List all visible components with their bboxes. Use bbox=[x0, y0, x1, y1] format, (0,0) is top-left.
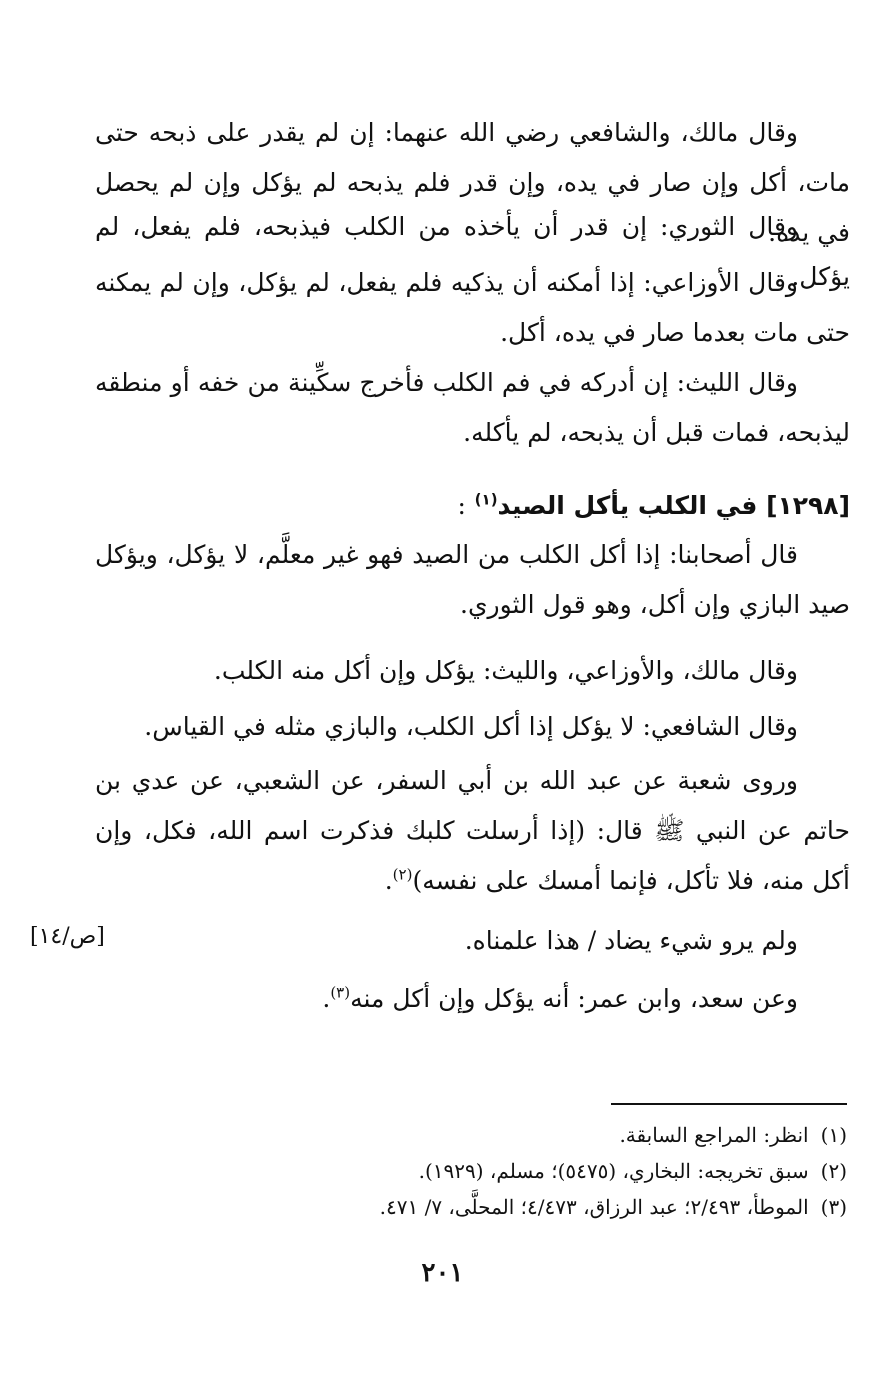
paragraph-malik-awzai-layth: وقال مالك، والأوزاعي، والليث: يؤكل وإن أكل منه الكلب. bbox=[213, 656, 798, 685]
paragraph-thawri: وقال الثوري: إن قدر أن يأخذه من الكلب فيذبحه، فلم يفعل، لم يؤكل. bbox=[95, 212, 850, 291]
footnote-ref-2: (٢) bbox=[392, 865, 413, 884]
paragraph-malik-shafii: وقال مالك، والشافعي رضي الله عنهما: إن لم يقدر على ذبحه حتى مات، أكل وإن صار في يده، وإن قدر فلم يذبحه لم يؤكل وإن لم يحصل في يده. bbox=[95, 118, 850, 247]
paragraph-layth: وقال الليث: إن أدركه في فم الكلب فأخرج سكِّينة من خفه أو منطقه ليذبحه، فمات قبل أن يذبحه، لم يأكله. bbox=[95, 368, 850, 447]
footnote-3 bbox=[47, 1190, 847, 1224]
footnote-2 bbox=[47, 1154, 847, 1188]
section-title: في الكلب يأكل الصيد bbox=[497, 491, 758, 520]
manuscript-page-marker: [ص/١٤] bbox=[30, 924, 105, 949]
page-number: ٢٠١ bbox=[421, 1258, 464, 1288]
footnote-number: (١) bbox=[820, 1123, 847, 1147]
hadith-text: وروى شعبة عن عبد الله بن أبي السفر، عن الشعبي، عن عدي بن حاتم عن النبي ﷺ قال: (إذا أرسلت كلبك فذكرت اسم الله، فكل، وإن أكل منه، فلا تأكل، فإنما أمسك على نفسه) bbox=[95, 766, 850, 895]
footnote-ref-3: (٣) bbox=[330, 983, 351, 1002]
section-number: [١٢٩٨] bbox=[766, 491, 850, 520]
heading-colon: : bbox=[457, 491, 466, 520]
footnote-number: (٢) bbox=[820, 1159, 847, 1183]
hadith-end-dot: . bbox=[384, 866, 393, 895]
paragraph-saad-ibn-umar bbox=[95, 974, 850, 1024]
paragraph-hadith bbox=[95, 756, 850, 906]
paragraph-no-contradiction: ولم يرو شيء يضاد / هذا علمناه. bbox=[464, 926, 798, 955]
paragraph-ashabuna: قال أصحابنا: إذا أكل الكلب من الصيد فهو غير معلَّم، لا يؤكل، ويؤكل صيد البازي وإن أكل، وهو قول الثوري. bbox=[95, 540, 850, 619]
footnote-text: الموطأ، ٢/٤٩٣؛ عبد الرزاق، ٤/٤٧٣؛ المحلَّى، ٧/ ٤٧١. bbox=[379, 1195, 809, 1219]
footnote-number: (٣) bbox=[820, 1195, 847, 1219]
footnote-1 bbox=[47, 1118, 847, 1152]
section-heading bbox=[458, 484, 850, 528]
paragraph-awzai: وقال الأوزاعي: إذا أمكنه أن يذكيه فلم يفعل، لم يؤكل، وإن لم يمكنه حتى مات بعدما صار في يده، أكل. bbox=[95, 268, 850, 347]
footnote-text: سبق تخريجه: البخاري، (٥٤٧٥)؛ مسلم، (١٩٢٩). bbox=[418, 1159, 809, 1183]
footnote-text: انظر: المراجع السابقة. bbox=[619, 1123, 809, 1147]
footnote-divider bbox=[611, 1103, 847, 1105]
saad-end-dot: . bbox=[322, 984, 331, 1013]
footnote-ref-1: (١) bbox=[474, 490, 498, 509]
saad-text: وعن سعد، وابن عمر: أنه يؤكل وإن أكل منه bbox=[350, 984, 798, 1013]
paragraph-shafii: وقال الشافعي: لا يؤكل إذا أكل الكلب، والبازي مثله في القياس. bbox=[144, 712, 798, 741]
